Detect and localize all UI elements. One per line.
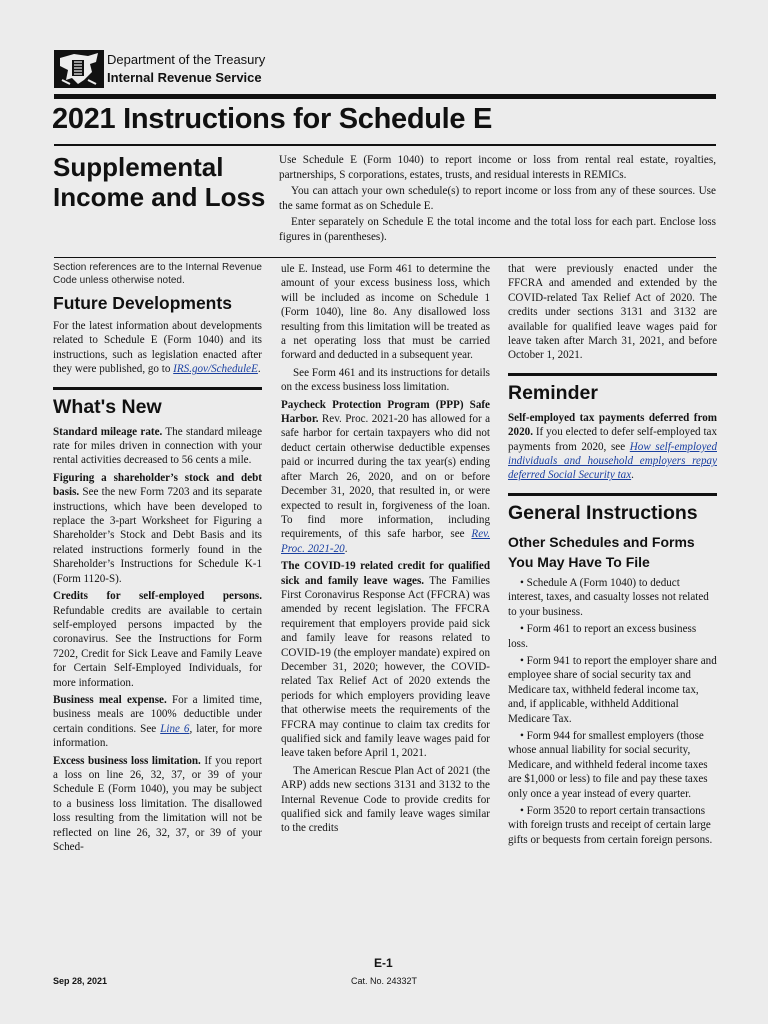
header-divider bbox=[54, 94, 716, 99]
list-item: • Schedule A (Form 1040) to deduct interest, taxes, and casualty losses not related to your business. bbox=[508, 576, 709, 618]
irs-schedule-e-link[interactable]: IRS.gov/ScheduleE bbox=[173, 363, 258, 376]
body-text: For a limited time, business meals are 100% deductible under certain conditions. See bbox=[53, 693, 262, 735]
other-schedules-heading: Other Schedules and Forms You May Have To File bbox=[508, 533, 695, 570]
covid-credit-paragraph bbox=[281, 559, 490, 761]
rev-proc-link[interactable]: Rev. Proc. 2021-20 bbox=[281, 528, 490, 555]
list-item-text: Schedule A (Form 1040) to deduct interest, taxes, and casualty losses not related to your business. bbox=[508, 576, 709, 618]
department-name: Department of the Treasury bbox=[107, 52, 266, 67]
intro-paragraph: Enter separately on Schedule E the total income and the total loss for each part. Enclose loss figures in (parentheses). bbox=[279, 216, 716, 243]
body-text: . bbox=[257, 363, 261, 376]
paragraph-lead: Paycheck Protection Program (PPP) Safe Harbor. bbox=[281, 398, 490, 426]
agency-name: Internal Revenue Service bbox=[107, 70, 262, 85]
section-reference-note: Section references are to the Internal Revenue Code unless otherwise noted. bbox=[53, 262, 262, 286]
list-item: • Form 941 to report the employer share and employee share of social security tax and Medicare tax, withheld federal income tax, and, if applicable, withheld Additional Medicare Tax. bbox=[508, 654, 717, 725]
stock-basis-paragraph bbox=[53, 471, 262, 586]
body-text: The standard mileage rate for miles driven in connection with your rental activities decreased to 56 cents a mile. bbox=[53, 425, 262, 467]
intro-paragraph: Use Schedule E (Form 1040) to report income or loss from rental real estate, royalties, partnerships, S corporations, estates, trusts, and residual interests in REMICs. bbox=[279, 154, 716, 181]
paragraph-lead: Credits for self-employed persons. bbox=[53, 590, 262, 603]
ppp-paragraph bbox=[281, 398, 490, 556]
excess-loss-continued: ule E. Instead, use Form 461 to determine the amount of your excess business loss, which will be included as income on Schedule 1 (Form 1040), line 8o. Any disallowed loss resulting from this limitation will be treated as a net operating loss that must be carried forward and deducted in a subsequent year. bbox=[281, 263, 490, 362]
forms-list bbox=[508, 576, 717, 847]
credits-paragraph bbox=[53, 589, 262, 690]
meal-expense-paragraph bbox=[53, 693, 262, 751]
page-number: E-1 bbox=[374, 956, 393, 970]
body-text: For the latest information about developments related to Schedule E (Form 1040) and its instructions, such as legislation enacted after they were published, go to bbox=[53, 320, 262, 376]
general-instructions-heading: General Instructions bbox=[508, 493, 717, 524]
reminder-heading: Reminder bbox=[508, 373, 717, 404]
paragraph-lead: Business meal expense. bbox=[53, 693, 167, 706]
body-text: , later, for more information. bbox=[53, 722, 263, 750]
page-subtitle: Supplemental Income and Loss bbox=[53, 152, 266, 212]
column-3 bbox=[508, 262, 717, 850]
intro-divider bbox=[54, 257, 716, 258]
intro-paragraph: You can attach your own schedule(s) to report income or loss from any of these sources. Use the same format as on Schedule E. bbox=[279, 185, 716, 212]
intro-section bbox=[279, 153, 716, 245]
irs-eagle-logo-icon bbox=[54, 50, 104, 88]
body-text: See the new Form 7203 and its separate instructions, which have been developed to replace the 3-part Worksheet for Figuring a Shareholder’s Stock and Debt Basis and its related instructions formerly found in the Shareholder’s Instructions for Schedule K-1 (Form 1120-S). bbox=[53, 486, 262, 585]
paragraph-lead: The COVID-19 related credit for qualified sick and family leave wages. bbox=[281, 560, 490, 587]
list-item: • Form 3520 to report certain transactions with foreign trusts and receipt of certain large gifts or bequests from certain foreign persons. bbox=[508, 804, 713, 846]
list-item-text: Form 461 to report an excess business loss. bbox=[508, 623, 697, 650]
paragraph-lead: Excess business loss limitation. bbox=[53, 754, 201, 767]
reminder-paragraph bbox=[508, 411, 717, 483]
list-item-text: Form 941 to report the employer share and employee share of social security tax and Medicare tax, withheld federal income tax, and, if applicable, withheld Additional Medicare Tax. bbox=[508, 654, 717, 725]
list-item: • Form 944 for smallest employers (those whose annual liability for social security, Medicare, and withheld federal income taxes are $1,000 or less) to file and pay these taxes only once a year instead of every quarter. bbox=[508, 729, 708, 800]
title-divider bbox=[54, 144, 716, 146]
arp-paragraph: The American Rescue Plan Act of 2021 (the ARP) adds new sections 3131 and 3132 to the Internal Revenue Code to provide credits for qualified sick and family leave wages similar to the credits bbox=[281, 764, 490, 835]
body-text: If you elected to defer self-employed tax payments from 2020, see bbox=[508, 426, 717, 453]
body-text: . bbox=[344, 542, 348, 555]
future-developments-heading: Future Developments bbox=[53, 293, 232, 313]
deferred-tax-link[interactable]: How self-employed individuals and household employers repay deferred Social Security tax bbox=[508, 440, 717, 482]
future-developments-text bbox=[53, 319, 262, 377]
body-text: If you report a loss on line 26, 32, 37, or 39 of your Schedule E (Form 1040), you may be subject to a business loss limitation. The disallowed loss resulting from the limitation will not be reflected on line 26, 32, 37, or 39 of your Sched- bbox=[53, 754, 262, 853]
form-461-paragraph: See Form 461 and its instructions for details on the excess business loss limitation. bbox=[281, 366, 490, 394]
line-6-link[interactable]: Line 6 bbox=[160, 722, 190, 735]
arp-continued: that were previously enacted under the FFCRA and amended and extended by the COVID-related Tax Relief Act of 2020. The credits under sections 3131 and 3132 are available for qualified leave wages paid for leave taken after March 31, 2021, and before October 1, 2021. bbox=[508, 263, 717, 362]
body-text: Refundable credits are available to certain self-employed persons impacted by the coronavirus. See the Instructions for Form 7202, Credit for Sick Leave and Family Leave for Certain Self-Employed Individuals, for more information. bbox=[53, 604, 262, 689]
list-item-text: Form 3520 to report certain transactions with foreign trusts and receipt of certain large gifts or bequests from certain foreign persons. bbox=[508, 804, 713, 846]
column-2 bbox=[281, 262, 490, 839]
catalog-number: Cat. No. 24332T bbox=[351, 976, 418, 986]
list-item-text: Form 944 for smallest employers (those whose annual liability for social security, Medicare, and withheld federal income taxes are $1,000 or less) to file and pay these taxes only once a year instead of every quarter. bbox=[508, 729, 708, 800]
whats-new-heading: What's New bbox=[53, 387, 262, 418]
paragraph-lead: Self-employed tax payments deferred from 2020. bbox=[508, 411, 717, 439]
paragraph-lead: Standard mileage rate. bbox=[53, 425, 163, 438]
paragraph-lead: Figuring a shareholder’s stock and debt basis. bbox=[53, 471, 262, 499]
list-item: • Form 461 to report an excess business loss. bbox=[508, 623, 697, 650]
body-text: . bbox=[631, 469, 634, 482]
revision-date: Sep 28, 2021 bbox=[53, 976, 108, 986]
page-title: 2021 Instructions for Schedule E bbox=[52, 103, 493, 135]
column-1 bbox=[53, 262, 262, 857]
body-text: Rev. Proc. 2021-20 has allowed for a safe harbor for certain taxpayers who did not deduct certain otherwise deductible expenses paid or incurred during the tax year(s) ending after March 26, 2020, and on or before December 31, 2020, that resulted in, or were expected to result in, forgiveness of the loan. To find more information, including requirements, of this safe harbor, see bbox=[281, 413, 490, 541]
body-text: The Families First Coronavirus Response Act (FFCRA) was amended by recent legislation. The FFCRA requirement that employers provide paid sick and family leave for reasons related to COVID-19 (the employer mandate) expired on December 31, 2020; however, the COVID-related Tax Relief Act of 2020 extends the periods for which employers providing leave that otherwise meets the requirements of the FFCRA may continue to claim tax credits for qualified sick and family leave wages paid for leave taken before April 1, 2021. bbox=[281, 574, 490, 760]
excess-loss-paragraph bbox=[53, 754, 262, 855]
mileage-paragraph bbox=[53, 425, 262, 468]
